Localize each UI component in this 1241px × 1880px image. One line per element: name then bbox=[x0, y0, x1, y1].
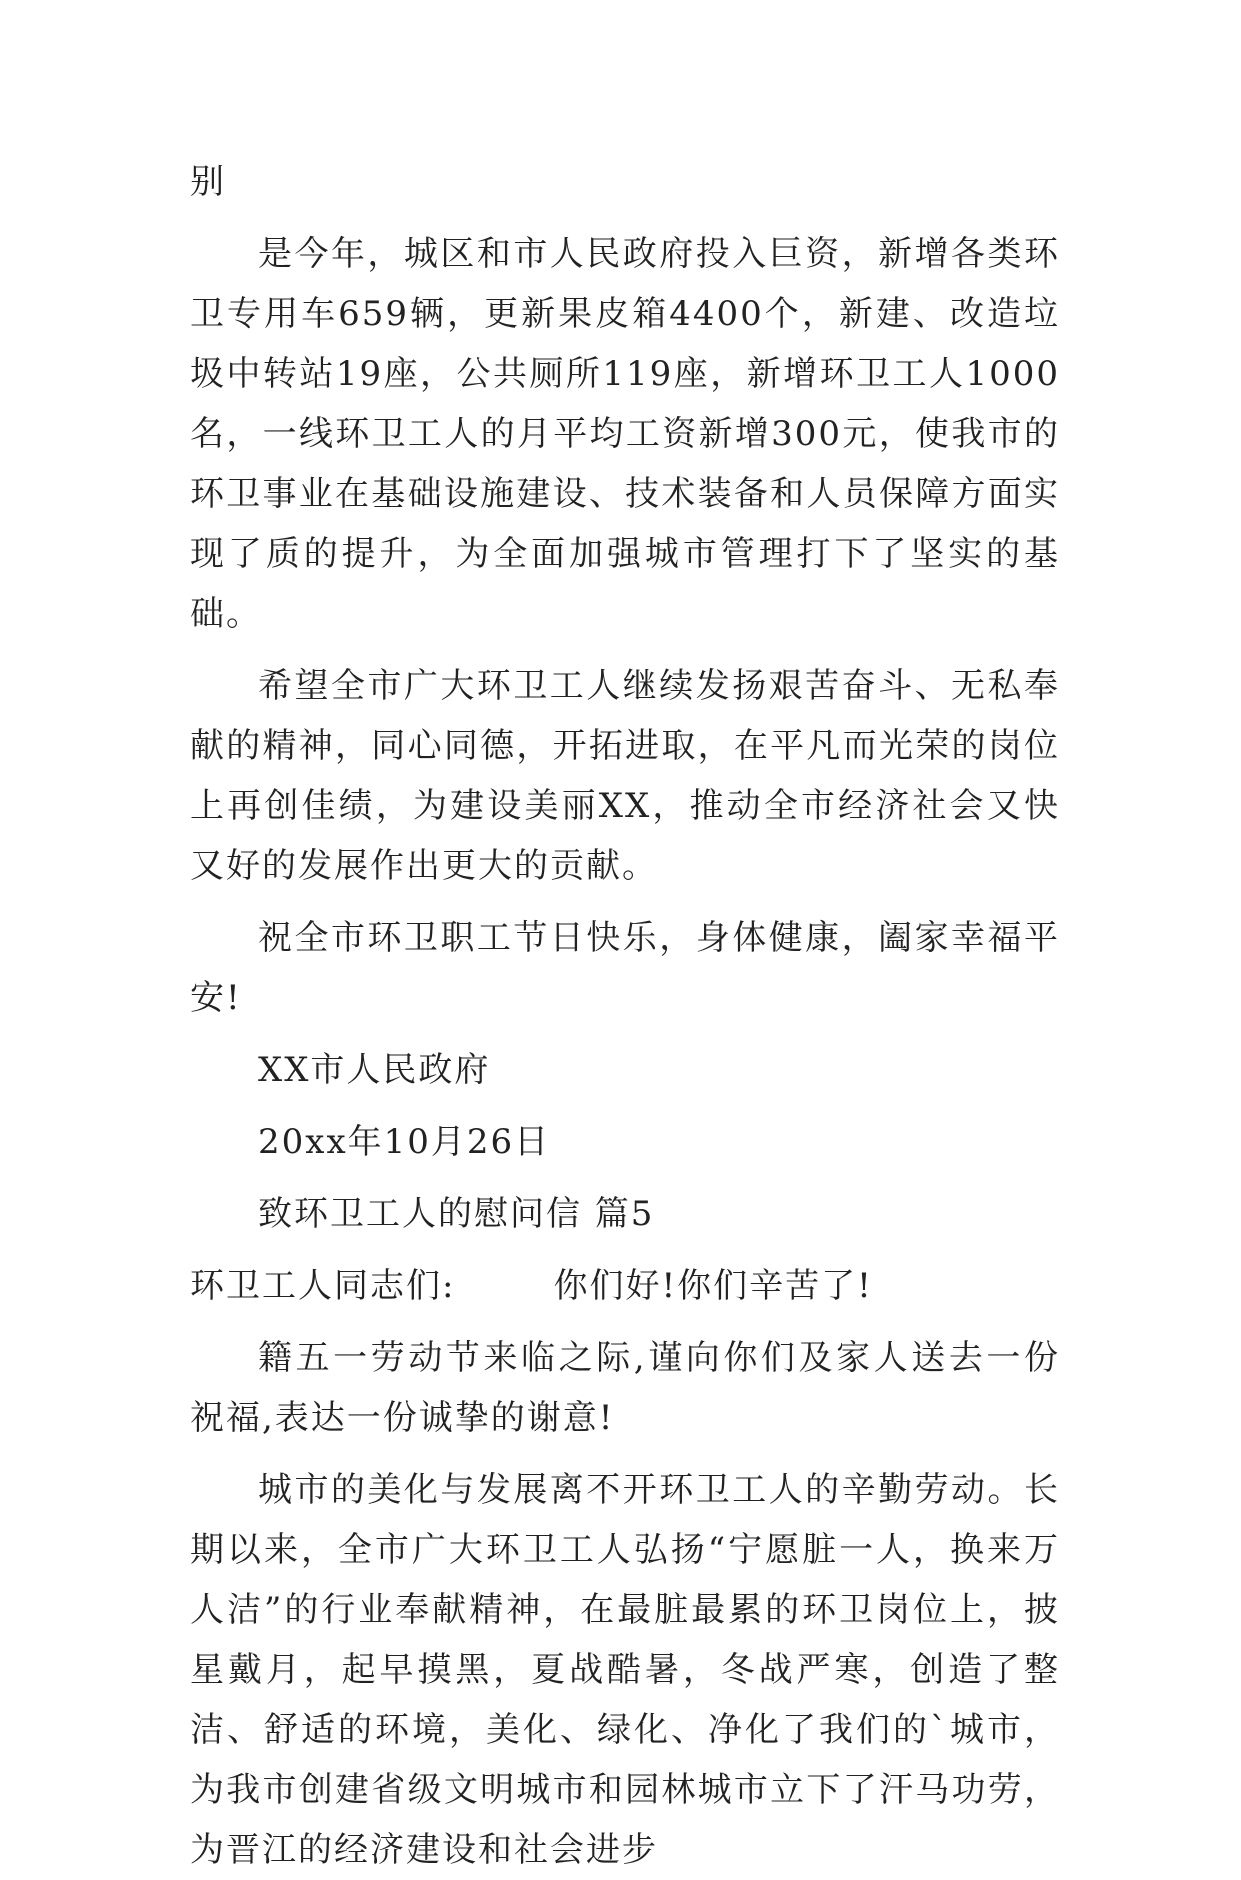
paragraph-investment: 是今年，城区和市人民政府投入巨资，新增各类环卫专用车659辆，更新果皮箱4400个，新建、改造垃圾中转站19座，公共厕所119座，新增环卫工人1000名，一线环卫工人的月平均工资新增300元，使我市的环卫事业在基础设施建设、技术装备和人员保障方面实现了质的提升，为全面加强城市管理打下了坚实的基础。 bbox=[190, 234, 1060, 634]
letter-body bbox=[190, 152, 1060, 1880]
paragraph-thanks: 籍五一劳动节来临之际,谨向你们及家人送去一份祝福,表达一份诚挚的谢意! bbox=[190, 1338, 1060, 1438]
paragraph-fragment: 别 bbox=[190, 162, 226, 202]
salutation-addressee: 环卫工人同志们: bbox=[190, 1266, 456, 1306]
section-title: 致环卫工人的慰问信 篇5 bbox=[258, 1194, 655, 1234]
salutation-line bbox=[190, 1256, 1060, 1316]
signature-organization: XX市人民政府 bbox=[258, 1050, 491, 1090]
paragraph-hope: 希望全市广大环卫工人继续发扬艰苦奋斗、无私奉献的精神，同心同德，开拓进取，在平凡而光荣的岗位上再创佳绩，为建设美丽XX，推动全市经济社会又快又好的发展作出更大的贡献。 bbox=[190, 666, 1060, 886]
salutation-greeting: 你们好!你们辛苦了! bbox=[553, 1266, 873, 1306]
paragraph-city: 城市的美化与发展离不开环卫工人的辛勤劳动。长期以来，全市广大环卫工人弘扬“宁愿脏一人，换来万人洁”的行业奉献精神，在最脏最累的环卫岗位上，披星戴月，起早摸黑，夏战酷暑，冬战严寒，创造了整洁、舒适的环境，美化、绿化、净化了我们的`城市，为我市创建省级文明城市和园林城市立下了汗马功劳，为晋江的经济建设和社会进步 bbox=[190, 1470, 1060, 1870]
signature-date: 20xx年10月26日 bbox=[258, 1122, 551, 1162]
paragraph-wishes: 祝全市环卫职工节日快乐，身体健康，阖家幸福平安! bbox=[190, 918, 1060, 1018]
